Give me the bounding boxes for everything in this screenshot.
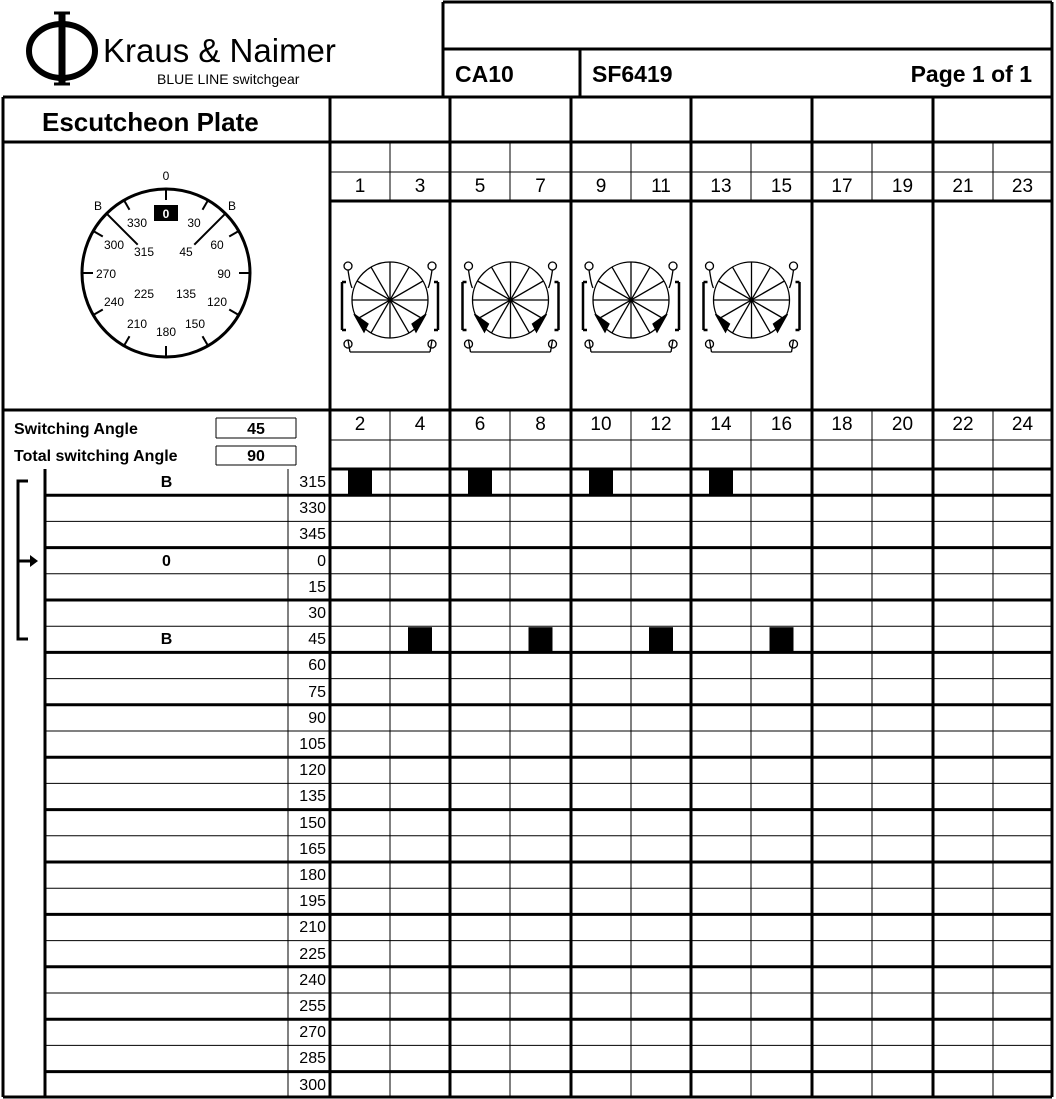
angle-330: 330 (299, 500, 326, 518)
terminal-top-23: 23 (1011, 176, 1034, 197)
escutcheon-dial (82, 169, 250, 357)
dial-label-45: 45 (179, 245, 193, 259)
dial-label-60: 60 (210, 238, 224, 252)
contact-symbol-icon (704, 262, 800, 352)
dial-label-b-left: B (93, 199, 103, 213)
dial-label-300: 300 (103, 238, 125, 252)
angle-150: 150 (299, 814, 326, 832)
terminal-bottom-10: 10 (590, 414, 612, 435)
contact-closed-mark (408, 627, 432, 651)
dial-label-b-right: B (227, 199, 237, 213)
terminal-bottom-18: 18 (831, 414, 853, 435)
dial-label-225: 225 (133, 287, 155, 301)
angle-45: 45 (308, 631, 326, 649)
zero-position-arrow-icon (18, 555, 38, 567)
drawing-number: SF6419 (592, 61, 673, 87)
contact-closed-mark (529, 627, 553, 651)
total-angle-label: Total switching Angle (14, 448, 178, 465)
contact-closed-mark (709, 470, 733, 494)
angle-15: 15 (308, 578, 326, 596)
angle-180: 180 (299, 867, 326, 884)
angle-315: 315 (299, 474, 326, 491)
angle-255: 255 (299, 998, 326, 1015)
terminal-top-7: 7 (535, 176, 546, 197)
terminal-top-3: 3 (414, 176, 426, 197)
terminal-top-21: 21 (952, 176, 974, 197)
terminal-bottom-8: 8 (535, 414, 546, 435)
contact-symbol-icon (342, 262, 438, 352)
angle-135: 135 (299, 788, 326, 806)
angle-75: 75 (308, 683, 326, 701)
terminal-bottom-2: 2 (354, 414, 366, 435)
dial-zero-marker: 0 (162, 207, 170, 221)
terminal-top-13: 13 (710, 176, 732, 197)
contact-closed-mark (770, 627, 794, 651)
angle-270: 270 (299, 1024, 326, 1042)
terminal-bottom-14: 14 (710, 414, 732, 435)
terminal-top-17: 17 (831, 176, 853, 197)
terminal-bottom-6: 6 (474, 414, 486, 435)
angle-0: 0 (317, 552, 326, 570)
dial-label-240: 240 (103, 295, 125, 309)
terminal-top-11: 11 (651, 176, 671, 197)
terminal-top-5: 5 (474, 176, 486, 197)
terminal-top-15: 15 (770, 176, 793, 197)
contact-closed-mark (468, 470, 492, 494)
plate-title: Escutcheon Plate (42, 107, 259, 137)
dial-label-315: 315 (133, 245, 155, 259)
terminal-bottom-22: 22 (952, 414, 974, 435)
contact-symbol-icon (463, 262, 559, 352)
contact-symbol-icon (583, 262, 679, 352)
terminal-bottom-16: 16 (770, 414, 793, 435)
angle-285: 285 (299, 1050, 326, 1068)
terminal-top-19: 19 (891, 176, 914, 197)
angle-225: 225 (299, 945, 326, 963)
angle-195: 195 (299, 893, 326, 911)
dial-label-120: 120 (206, 295, 228, 309)
terminal-bottom-20: 20 (891, 414, 914, 435)
dial-label-270: 270 (95, 267, 117, 281)
brand-name: Kraus & Naimer (103, 32, 336, 69)
contact-closed-mark (589, 470, 613, 494)
angle-105: 105 (299, 736, 326, 753)
dial-label-90: 90 (217, 267, 231, 281)
terminal-top-1: 1 (354, 176, 366, 197)
angle-240: 240 (299, 971, 326, 989)
brand-tagline: BLUE LINE switchgear (157, 71, 300, 87)
dial-label-330: 330 (126, 216, 148, 230)
dial-label-30: 30 (187, 216, 201, 230)
terminal-bottom-4: 4 (414, 414, 426, 435)
angle-210: 210 (299, 919, 326, 937)
dial-label-210: 210 (126, 317, 148, 331)
dial-label-0: 0 (162, 169, 170, 183)
terminal-bottom-24: 24 (1011, 414, 1034, 435)
switching-angle-value: 45 (247, 421, 265, 438)
switching-angle-label: Switching Angle (14, 421, 138, 438)
angle-300: 300 (299, 1076, 326, 1094)
position-label: 0 (162, 552, 171, 570)
terminal-top-9: 9 (595, 176, 607, 197)
total-angle-value: 90 (247, 448, 265, 465)
page-indicator: Page 1 of 1 (910, 61, 1032, 87)
position-label: B (160, 631, 173, 649)
angle-165: 165 (299, 840, 326, 858)
dial-label-150: 150 (184, 317, 206, 331)
angle-345: 345 (299, 526, 326, 544)
contact-closed-mark (348, 470, 372, 494)
dial-label-135: 135 (175, 287, 197, 301)
angle-90: 90 (308, 709, 326, 727)
angle-120: 120 (299, 762, 326, 780)
angle-60: 60 (308, 657, 326, 675)
contact-closed-mark (649, 627, 673, 651)
dial-label-180: 180 (155, 325, 177, 339)
position-label: B (160, 474, 173, 491)
terminal-bottom-12: 12 (650, 414, 672, 435)
series-code: CA10 (455, 61, 514, 87)
brand-logo-icon (29, 13, 95, 84)
angle-30: 30 (308, 605, 326, 622)
